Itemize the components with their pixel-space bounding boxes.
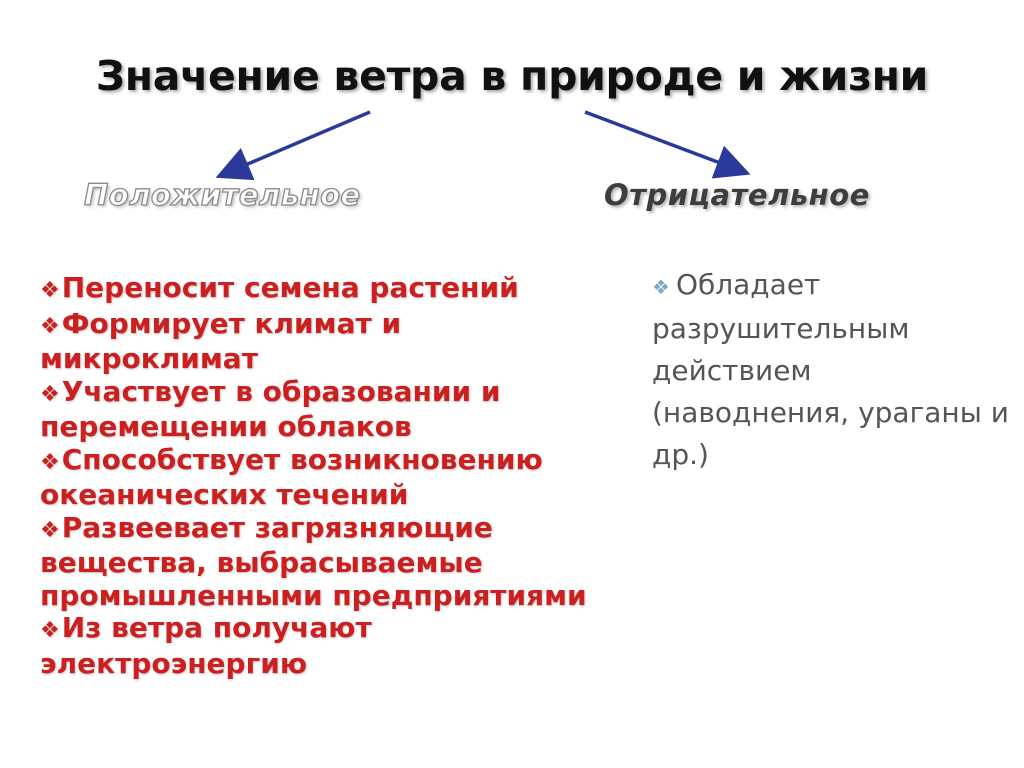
list-item	[40, 272, 600, 308]
list-item-text: Формирует климат и микроклимат	[40, 306, 402, 375]
arrow-icon-right	[585, 112, 744, 172]
list-item	[40, 612, 600, 680]
list-item	[40, 376, 600, 444]
diamond-bullet-icon: ❖	[40, 381, 60, 407]
list-item	[40, 512, 600, 613]
negative-description	[652, 264, 1012, 476]
negative-heading: Отрицательное	[604, 178, 870, 212]
list-item	[40, 308, 600, 376]
diamond-bullet-icon: ❖	[652, 275, 670, 299]
list-item-text: Участвует в образовании и перемещении облаков	[40, 374, 501, 443]
positive-list	[40, 272, 600, 680]
diamond-bullet-icon: ❖	[40, 517, 60, 543]
list-item	[40, 444, 600, 512]
list-item-text: Из ветра получают электроэнергию	[40, 611, 372, 680]
arrow-icon-left	[222, 112, 370, 175]
diamond-bullet-icon: ❖	[40, 618, 60, 643]
list-item-text: Способствует возникновению океанических течений	[40, 442, 543, 511]
slide-title: Значение ветра в природе и жизни	[95, 52, 929, 100]
diamond-bullet-icon: ❖	[40, 278, 60, 303]
negative-text: Обладает разрушительным действием (наводнения, ураганы и др.)	[652, 268, 1009, 471]
diamond-bullet-icon: ❖	[40, 449, 60, 475]
positive-heading: Положительное	[84, 178, 361, 212]
list-item-text: Развеевает загрязняющие вещества, выбрасываемые промышленными предприятиями	[40, 510, 587, 612]
diamond-bullet-icon: ❖	[40, 313, 60, 339]
list-item-text: Переносит семена растений	[61, 271, 519, 304]
